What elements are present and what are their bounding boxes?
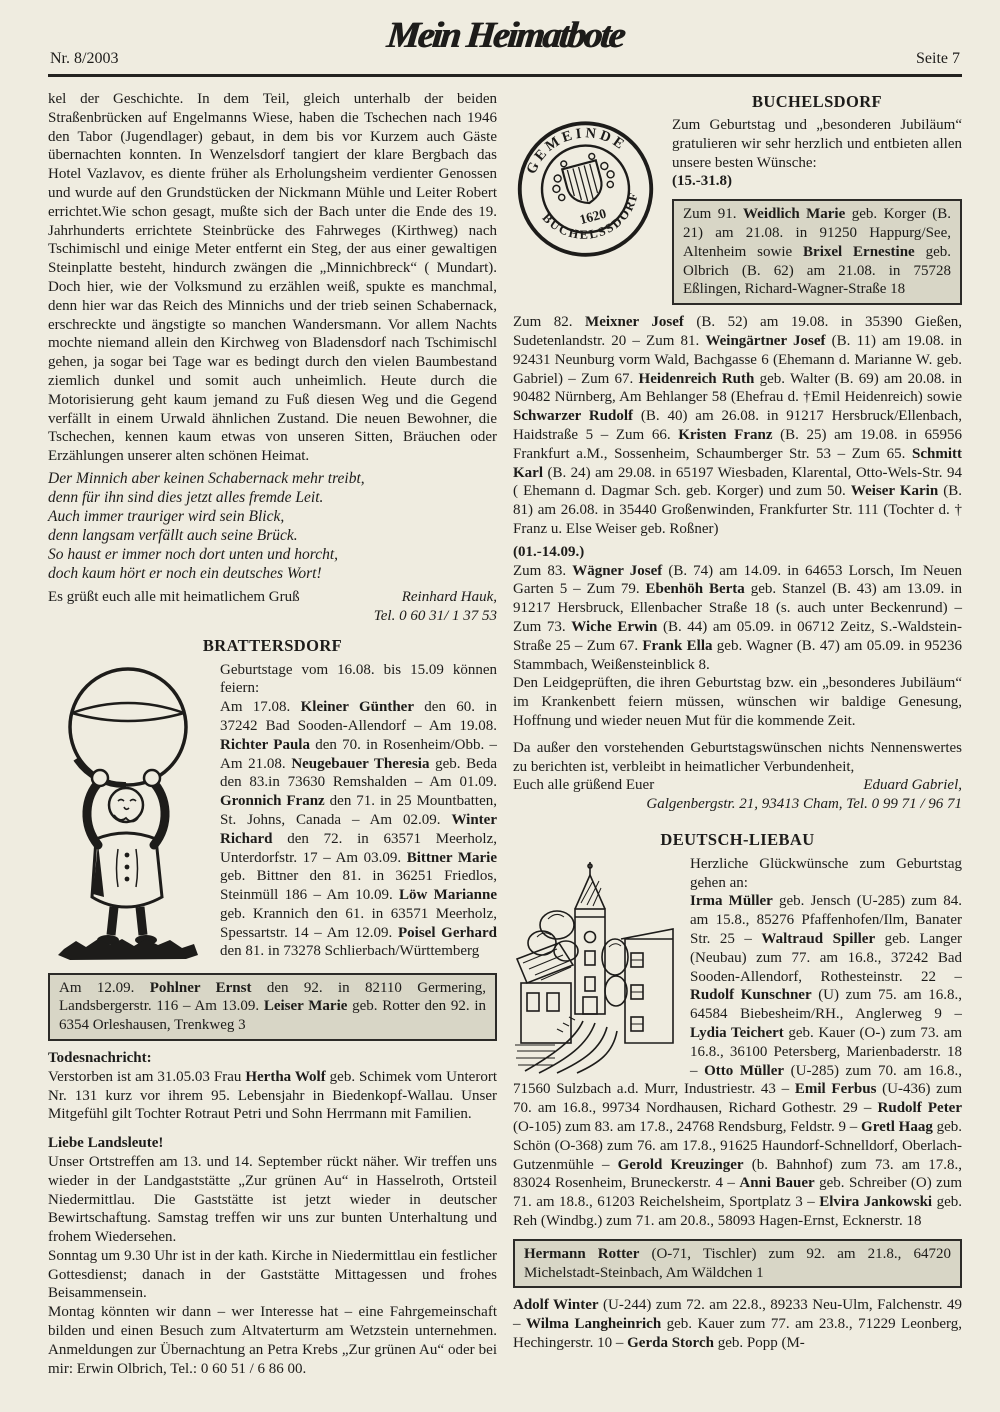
church-svg bbox=[513, 859, 678, 1074]
seal-arc-bottom-text: BUCHELSSDORF bbox=[539, 189, 641, 242]
landsleute-paragraph-2: Sonntag um 9.30 Uhr ist in der kath. Kirche in Niedermittlau ein festlicher Gottesdienst; danach in der Gaststätte Mittagessen und frohes Beisammensein. bbox=[48, 1247, 497, 1302]
brattersdorf-intro: Geburtstage vom 16.08. bis 15.09 können feiern: bbox=[220, 661, 497, 697]
issue-number: Nr. 8/2003 bbox=[50, 50, 119, 67]
section-heading-buchelsdorf: BUCHELSDORF bbox=[751, 92, 882, 111]
story-paragraph: kel der Geschichte. In dem Teil, gleich unterhalb der beiden Straßenbrücken auf Engelmanns Wiese, haben die Tschechen nach 1946 den Tabor (Jugendlager) gebaut, in dem bis vor Kurzem auch Gäste übernachten konnten. In Wenzelsdorf tangiert der klare Bergbach das Hotel Vazlavov, es diente früher als Erholungsheim verdienter Genossen und wurde auf den Grundstücken der Nickmann Mühle und Leiter Robert errichtet.Wie schon gesagt, mußte sich der Bach unter die Ende des 19. Jahrhunderts errichtete Steinbrücke des Fahrweges (Kirthweg) nach Tschimischl und einige Meter entfernt ein Steg, der aus einer gewaltigen Steinplatte besteht, hindurch zwängen die „Minnichbreck“ ( Mundart). Doch hier, wie der Volksmund zu erzählen weiß, spukte es manchmal, denn hier war das Reich des Minnichs und der trieb seinen Schabernack, erschreckte und ängstigte so manchen Wandersmann. Vor allem Nachts mochte niemand allein den Kirchweg von Bladensdorf nach Tschimischl gehen, ja sogar bei Tage war es bedingt durch den vielen Baumbestand ziemlich dunkel und somit auch unheimlich. Heute durch die Motorisierung geht kaum jemand zu Fuß diesen Weg und die Gegend verfällt in einem Urwald ähnlichen Zustand. Die neuen Bewohner, die Tschechen, kennen kaum etwas von unseren Sitten, Bräuchen oder Erzählungen unserer alten schönen Heimat. bbox=[48, 91, 497, 465]
buchelsdorf-sick-note: Den Leidgeprüften, die ihren Geburtstag bzw. ein „besonderes Jubiläum“ im Krankenbett feiern müssen, wünschen wir baldige Genesung, Hoffnung und wieder neuen Mut für die kommende Zeit. bbox=[513, 675, 962, 729]
buchelsdorf-birthday-list-2: Zum 83. Wägner Josef (B. 74) am 14.09. in 64653 Lorsch, Im Neuen Garten 5 – Zum 79. Ebenhöh Berta geb. Stanzel (B. 43) am 13.09. in 91217 Hersbruck, Ellenbacher Straße 18 (s. auch unter Beckenrund) – Zum 73. Wiche Erwin (B. 44) am 05.09. in 06712 Zeitz, S.-Waldstein-Straße 25 – Zum 67. Frank Ella geb. Wagner (B. 47) am 05.09. in 95236 Stammbach, Weißensteinblick 8. bbox=[513, 562, 963, 673]
gemeinde-buchelsdorf-seal bbox=[513, 102, 658, 280]
brattersdorf-highlight-box: Am 12.09. Pohlner Ernst den 92. in 82110 Germering, Landsbergerstr. 116 – Am 13.09. Leiser Marie geb. Rotter den 92. in 6354 Orleshausen, Trenkweg 3 bbox=[48, 973, 497, 1041]
page-header bbox=[48, 0, 962, 77]
right-column bbox=[513, 90, 962, 1378]
buchelsdorf-birthday-list-1: Zum 82. Meixner Josef (B. 52) am 19.08. in 35390 Gießen, Sudetenlandstr. 20 – Zum 81. Weingärtner Josef (B. 11) am 19.08. in 92431 Neunburg vorm Wald, Bachgasse 6 (Ehemann d. Marianne W. geb. Gabriel) – Zum 67. Heidenreich Ruth geb. Walter (B. 69) am 20.08. in 90482 Nürnberg, Am Behlanger 58 (Ehefrau d. †Emil Heidenreich) sowie Schwarzer Rudolf (B. 40) am 26.08. in 91217 Hersbruck/Ellenbach, Haidstraße 5 – Zum 66. Kristen Franz (B. 25) am 19.08. in 65956 Frankfurt a.M., Sossenheim, Schaumberger Str. 53 – Zum 65. Schmitt Karl (B. 24) am 29.08. in 65197 Wiesbaden, Klarental, Otto-Wels-Str. 94 ( Ehemann d. Dagmar Sch. geb. Korger) und zum 50. Weiser Karin (B. 81) am 26.08. in 35440 Großenwinden, Frankfurter Str. 111 (Tochter d. † Franz u. Else Weiser geb. Roßner) bbox=[513, 314, 963, 537]
brattersdorf-birthday-block bbox=[48, 661, 497, 965]
landsleute-paragraph-3: Montag könnten wir dann – wer Interesse hat – eine Fahrgemeinschaft bilden und einen Besuch zum Altvaterturm am Wetzstein unternehmen. Anmeldungen zur Übernachtung an Petra Krebs „Zur grünen Au“ oder bei mir: Erwin Olbrich, Tel.: 0 60 51 / 6 86 00. bbox=[48, 1304, 497, 1377]
deutsch-liebau-highlight-box: Hermann Rotter (O-71, Tischler) zum 92. am 21.8., 64720 Michelstadt-Steinbach, Am Wäldchen 1 bbox=[513, 1239, 962, 1289]
buchelsdorf-head-block bbox=[513, 90, 962, 313]
landsleute-heading: Liebe Landsleute! bbox=[48, 1135, 164, 1152]
obituary-heading: Todesnachricht: bbox=[48, 1049, 152, 1066]
buchelsdorf-intro: Zum Geburtstag und „besonderen Jubiläum“ gratulieren wir sehr herzlich und entbieten allen unsere besten Wünsche: bbox=[672, 117, 962, 171]
section-heading-brattersdorf: BRATTERSDORF bbox=[202, 635, 343, 655]
poem-line: So haust er immer noch dort unten und horcht, bbox=[48, 545, 339, 563]
obituary-paragraph: Verstorben ist am 31.05.03 Frau Hertha Wolf geb. Schimek vom Unterort Nr. 131 kurz vor ihrem 95. Lebensjahr in Biedenkopf-Wallau. Unser Mitgefühl gilt Tochter Rotraut Petri und Sohn Herrmann mit Familien. bbox=[48, 1068, 497, 1123]
closing-line: Es grüßt euch alle mit heimatlichem Gruß bbox=[48, 588, 300, 605]
seal-year-text: 1620 bbox=[577, 205, 608, 228]
atlas-gnome-globe-illustration bbox=[48, 663, 208, 963]
minnich-poem bbox=[48, 469, 497, 583]
poem-line: denn für ihn sind dies jetzt alles fremde Leit. bbox=[48, 488, 324, 506]
deutsch-liebau-birthday-list: Irma Müller geb. Jensch (U-285) zum 84. am 15.8., 85276 Pfaffenhofen/Ilm, Banater Str. 25 – Waltraud Spiller geb. Langer (Neubau) zum 77. am 16.8., 37242 Bad Sooden-Allendorf, Rothesteinstr. 22 – Rudolf Kunschner (U) zum 75. am 16.8., 64584 Biebesheim/RH., Anglerweg 9 – Lydia Teichert geb. Kauer (O-) zum 73. am 16.8., 36100 Petersberg, Marienbaderstr. 18 – Otto Müller (U-285) zum 70. am 16.8., 71560 Sulzbach a.d. Murr, Industriestr. 43 – Emil Ferbus (U-436) zum 70. am 16.8., 99734 Nordhausen, Richard Gothestr. 29 – Rudolf Peter (O-105) zum 83. am 17.8., 24768 Rendsburg, Feldstr. 9 – Gretl Haag geb. Schön (O-368) zum 76. am 17.8., 91625 Haundorf-Schnelldorf, Oberlach-Gutzenmühle – Gerold Kreuzinger (b. Bahnhof) zum 73. am 17.8., 83024 Rosenheim, Bruneckerstr. 4 – Anni Bauer geb. Schreiber (O) zum 71. am 18.8., 61203 Reichelsheim, Sportplatz 3 – Elvira Jankowski geb. Reh (Windbg.) zum 71. am 20.8., 58093 Hagen-Ernst, Ecknerstr. 18 bbox=[513, 893, 962, 1230]
section-heading-deutsch-liebau: DEUTSCH-LIEBAU bbox=[660, 829, 815, 849]
buchelsdorf-date-range-2: (01.-14.09.) bbox=[513, 543, 585, 560]
page-number: Seite 7 bbox=[916, 50, 960, 67]
buchelsdorf-outro: Da außer den vorstehenden Geburtstagswünschen nichts Nennenswertes zu berichten ist, verbleibt in heimatlicher Verbundenheit, bbox=[513, 739, 962, 775]
deutsch-liebau-tail-list: Adolf Winter (U-244) zum 72. am 22.8., 89233 Neu-Ulm, Falchenstr. 49 – Wilma Langheinrich geb. Kauer zum 77. am 23.8., 71229 Leonberg, Hechingerstr. 10 – Gerda Storch geb. Popp (M- bbox=[513, 1297, 963, 1352]
poem-line: denn langsam verfällt auch seine Brück. bbox=[48, 526, 298, 544]
church-village-illustration bbox=[513, 859, 678, 1074]
two-column-body bbox=[48, 77, 962, 1378]
seal-arc-top-text: GEMEINDE bbox=[523, 125, 630, 177]
seal-svg bbox=[513, 102, 658, 280]
poem-line: Der Minnich aber keinen Schabernack mehr treibt, bbox=[48, 469, 365, 487]
buchelsdorf-date-range-1: (15.-31.8) bbox=[672, 173, 732, 190]
left-column bbox=[48, 90, 497, 1378]
buchelsdorf-signature-row bbox=[513, 776, 962, 795]
signature-name: Eduard Gabriel, bbox=[863, 777, 962, 794]
poem-line: Auch immer trauriger wird sein Blick, bbox=[48, 507, 285, 525]
outro-lead: Euch alle grüßend Euer bbox=[513, 777, 655, 794]
signature-address: Galgenbergstr. 21, 93413 Cham, Tel. 0 99 71 / 96 71 bbox=[646, 796, 962, 813]
poem-line: doch kaum hört er noch ein deutsches Wort! bbox=[48, 564, 322, 582]
atlas-figure-svg bbox=[48, 663, 208, 963]
masthead-title: Mein Heimatbote bbox=[384, 15, 626, 56]
buchelsdorf-highlight-box: Zum 91. Weidlich Marie geb. Korger (B. 21) am 21.08. in 91250 Happurg/See, Altenheim sowie Brixel Ernestine geb. Olbrich (B. 62) am 21.08. in 75728 Eßlingen, Richard-Wagner-Straße 18 bbox=[672, 199, 962, 305]
signature-name: Reinhard Hauk, bbox=[401, 588, 497, 605]
signature-phone: Tel. 0 60 31/ 1 37 53 bbox=[373, 607, 497, 624]
deutsch-liebau-block bbox=[513, 855, 962, 1231]
deutsch-liebau-intro: Herzliche Glückwünsche zum Geburtstag gehen an: bbox=[690, 855, 962, 891]
brattersdorf-birthday-list: Am 17.08. Kleiner Günther den 60. in 37242 Bad Sooden-Allendorf – Am 19.08. Richter Paula den 70. in Rosenheim/Obb. – Am 21.08. Neugebauer Theresia geb. Beda den 83.in 73630 Remshalden – Am 01.09. Gronnich Franz den 71. in 25 Mountbatten, St. Johns, Canada – Am 02.09. Winter Richard den 72. in 63571 Meerholz, Unterdorfstr. 17 – Am 03.09. Bittner Marie geb. Bittner den 81. in 36251 Friedlos, Steinmüll 186 – Am 10.09. Löw Marianne geb. Krannich den 61. in 63571 Meerholz, Spessartstr. 14 – Am 12.09. Poisel Gerhard den 81. in 73278 Schlierbach/Württemberg bbox=[220, 699, 497, 960]
landsleute-paragraph-1: Unser Ortstreffen am 13. und 14. September rückt näher. Wir treffen uns wieder in der Landgaststätte „Zur grünen Au“ in Hasselroth, Ortsteil Niedermittlau. Die Gaststätte ist jetzt wieder in deutscher Bewirtschaftung. Samstag treffen wir uns zur bunten Unterhaltung und frohem Wiedersehen. bbox=[48, 1153, 497, 1246]
closing-signature-row bbox=[48, 588, 497, 607]
